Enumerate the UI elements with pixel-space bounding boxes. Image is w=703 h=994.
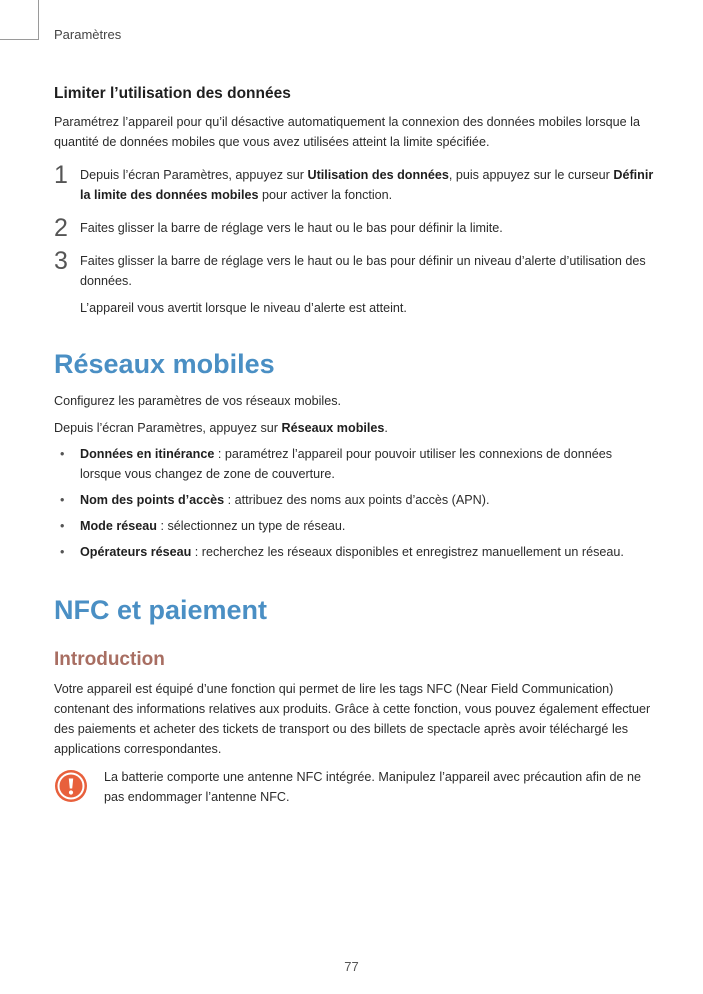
step-number: 3 [54,247,68,275]
step-3 [54,247,654,318]
limit-section-title: Limiter l’utilisation des données [54,85,291,102]
mobile-networks-options [54,444,654,562]
running-header: Paramètres [54,27,122,42]
step-number: 1 [54,161,68,189]
bullet-icon: • [60,545,65,559]
limit-section-intro: Paramétrez l’appareil pour qu’il désactive automatiquement la connexion des données mobiles lorsque la quantité de données mobiles que vous avez utilisées atteint la limite spécifiée. [54,115,640,149]
bullet-icon: • [60,493,65,507]
nfc-intro-heading: Introduction [54,649,165,670]
list-item: • Données en itinérance : paramétrez l’appareil pour pouvoir utiliser les connexions de données lorsque vous changez de zone de couverture. [54,444,654,484]
step-note: L’appareil vous avertit lorsque le niveau d’alerte est atteint. [80,301,407,315]
mobile-networks-path: Depuis l’écran Paramètres, appuyez sur Réseaux mobiles. [54,421,388,435]
warning-text: La batterie comporte une antenne NFC intégrée. Manipulez l’appareil avec précaution afin de ne pas endommager l’antenne NFC. [104,770,641,804]
nfc-section-title: NFC et paiement [54,595,268,625]
step-text: Faites glisser la barre de réglage vers le haut ou le bas pour définir la limite. [80,221,503,235]
nfc-intro-text: Votre appareil est équipé d’une fonction qui permet de lire les tags NFC (Near Field Communication) contenant des informations relatives aux produits. Grâce à cette fonction, vous pouvez également effectuer des paiements et acheter des tickets de transport ou des billets de spectacle après avoir téléchargé les applications correspondantes. [54,682,651,756]
list-item: • Opérateurs réseau : recherchez les réseaux disponibles et enregistrez manuellement un réseau. [54,542,654,562]
exclamation-icon [54,769,88,803]
step-1 [54,161,654,205]
step-number: 2 [54,214,68,242]
step-2 [54,214,654,242]
step-text: Faites glisser la barre de réglage vers le haut ou le bas pour définir un niveau d’alerte d’utilisation des données. [80,254,646,288]
page-number: 77 [344,959,359,974]
corner-line-vertical [38,0,39,40]
step-text: Depuis l’écran Paramètres, appuyez sur Utilisation des données, puis appuyez sur le curseur Définir la limite des données mobiles pour activer la fonction. [80,168,654,202]
mobile-networks-intro: Configurez les paramètres de vos réseaux mobiles. [54,394,341,408]
corner-line-horizontal [0,39,38,40]
mobile-networks-title: Réseaux mobiles [54,349,275,379]
list-item: • Nom des points d’accès : attribuez des noms aux points d’accès (APN). [54,490,654,510]
bullet-icon: • [60,519,65,533]
bullet-icon: • [60,447,65,461]
warning-note [54,767,654,807]
page-content [54,84,654,807]
list-item: • Mode réseau : sélectionnez un type de réseau. [54,516,654,536]
